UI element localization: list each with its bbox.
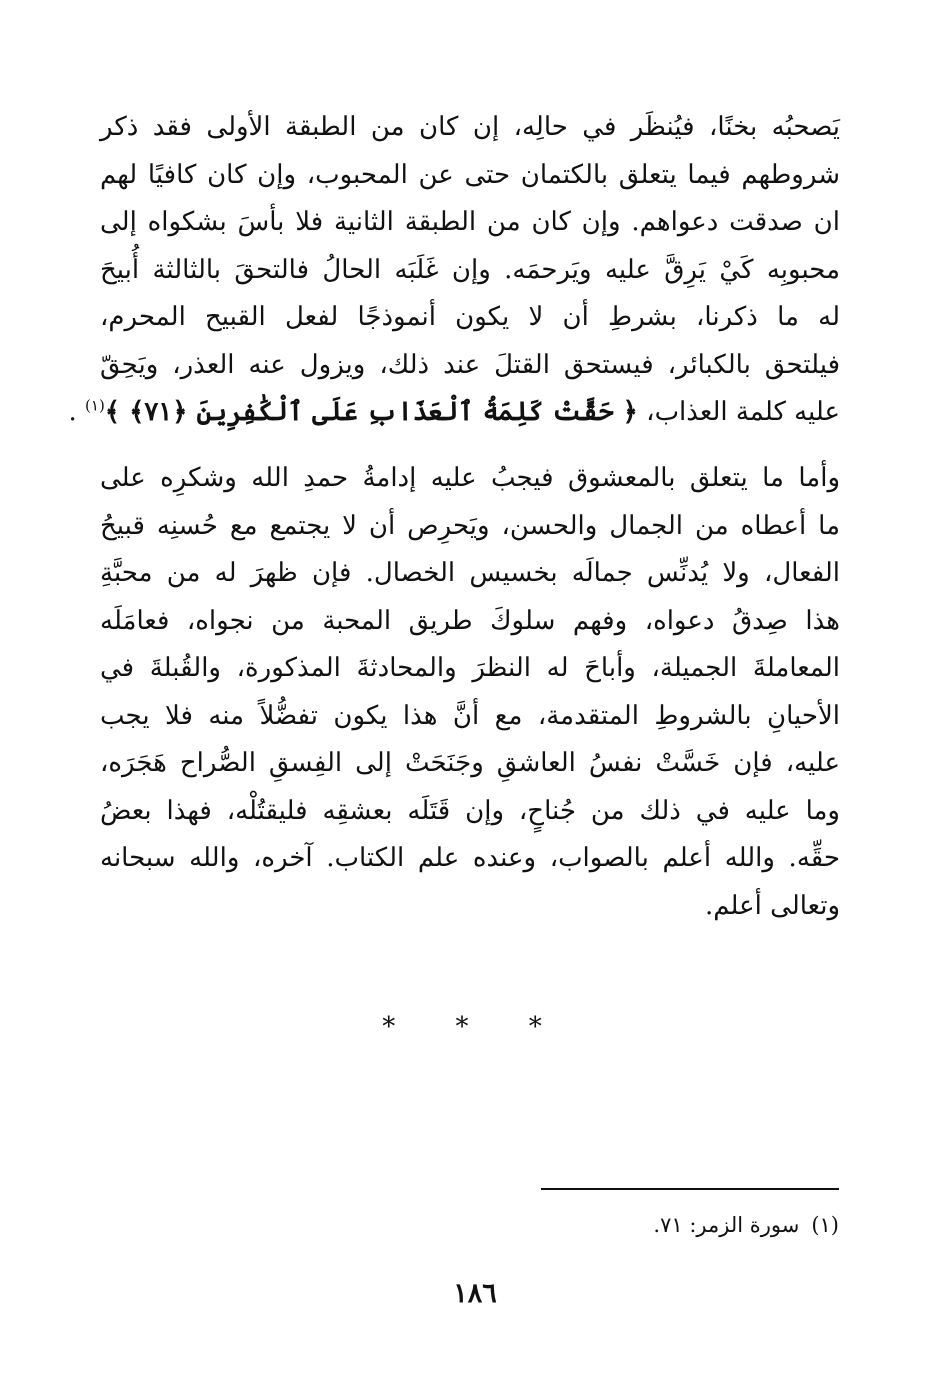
page-number: ١٨٦	[453, 1278, 497, 1309]
text-line: ان صدقت دعواهم. وإن كان من الطبقة الثانية فلا بأسَ بشكواه إلى	[100, 207, 840, 237]
text-line-with-quran	[68, 389, 840, 437]
footnote	[400, 1210, 839, 1240]
text-line: الأحيانِ بالشروطِ المتقدمة، مع أنَّ هذا يكون تفضُّلاً منه فلا يجب	[100, 700, 840, 731]
text-line: وأما ما يتعلق بالمعشوق فيجبُ عليه إدامةُ حمدِ الله وشكرِه على	[100, 463, 840, 493]
paragraph-beloved-duties	[100, 455, 840, 930]
text-line: وتعالى أعلم.	[704, 890, 840, 921]
text-line: فيلتحق بالكبائر، فيستحق القتلَ عند ذلك، ويزول عنه العذر، ويَحِقّ	[100, 349, 840, 380]
text-line: له ما ذكرنا، بشرطِ أن لا يكون أنموذجًا لفعل القبيح المحرم،	[100, 302, 840, 332]
text-line: شروطهم فيما يتعلق بالكتمان حتى عن المحبوب، وإن كان كافيًا لهم	[100, 159, 840, 190]
footnote-mark: (١)	[85, 396, 105, 415]
text-line: وما عليه في ذلك من جُناحٍ، وإن قَتَلَه بعشقِه فليقتُلْه، فهذا بعضُ	[100, 795, 840, 826]
text-line: محبوبِه كَيْ يَرِقَّ عليه ويَرحمَه. وإن غَلَبَه الحالُ فالتحقَ بالثالثة أُبيحَ	[100, 254, 840, 285]
text-line: يَصحبُه بخنًا، فيُنظَر في حالِه، إن كان من الطبقة الأولى فقد ذكر	[100, 112, 840, 142]
footnote-divider	[541, 1188, 839, 1190]
footnote-text: سورة الزمر: ٧١.	[653, 1213, 800, 1237]
text-line: حقِّه. والله أعلم بالصواب، وعنده علم الكتاب. آخره، والله سبحانه	[100, 843, 840, 873]
line-end-punctuation: .	[68, 397, 77, 427]
section-separator: * * *	[382, 1012, 568, 1042]
text-segment: عليه كلمة العذاب،	[646, 397, 840, 427]
footnote-number: (١)	[811, 1213, 839, 1237]
text-line: عليه، فإن خَسَّتْ نفسُ العاشقِ وجَنَحَتْ إلى الفِسقِ الصُّراح هَجَرَه،	[100, 748, 840, 778]
text-line: المعاملةَ الجميلة، وأباحَ له النظرَ والمحادثةَ المذكورة، والقُبلةَ في	[100, 653, 840, 683]
text-line: ما أعطاه من الجمال والحسن، ويَحرِص أن لا يجتمع مع حُسنِه قبيحُ	[100, 510, 840, 541]
quran-quote: ﴿ حَقَّتْ كَلِمَةُ ٱلْعَذَابِ عَلَى ٱلْكَٰفِرِينَ ﴿٧١﴾ ﴾	[104, 397, 638, 427]
paragraph-lover-ranks	[68, 104, 840, 437]
text-line: هذا صِدقُ دعواه، وفهم سلوكَ طريق المحبة من نجواه، فعامَلَه	[100, 605, 840, 636]
text-line: الفعال، ولا يُدنِّس جمالَه بخسيس الخصال. فإن ظهرَ له من محبَّةِ	[100, 558, 840, 588]
